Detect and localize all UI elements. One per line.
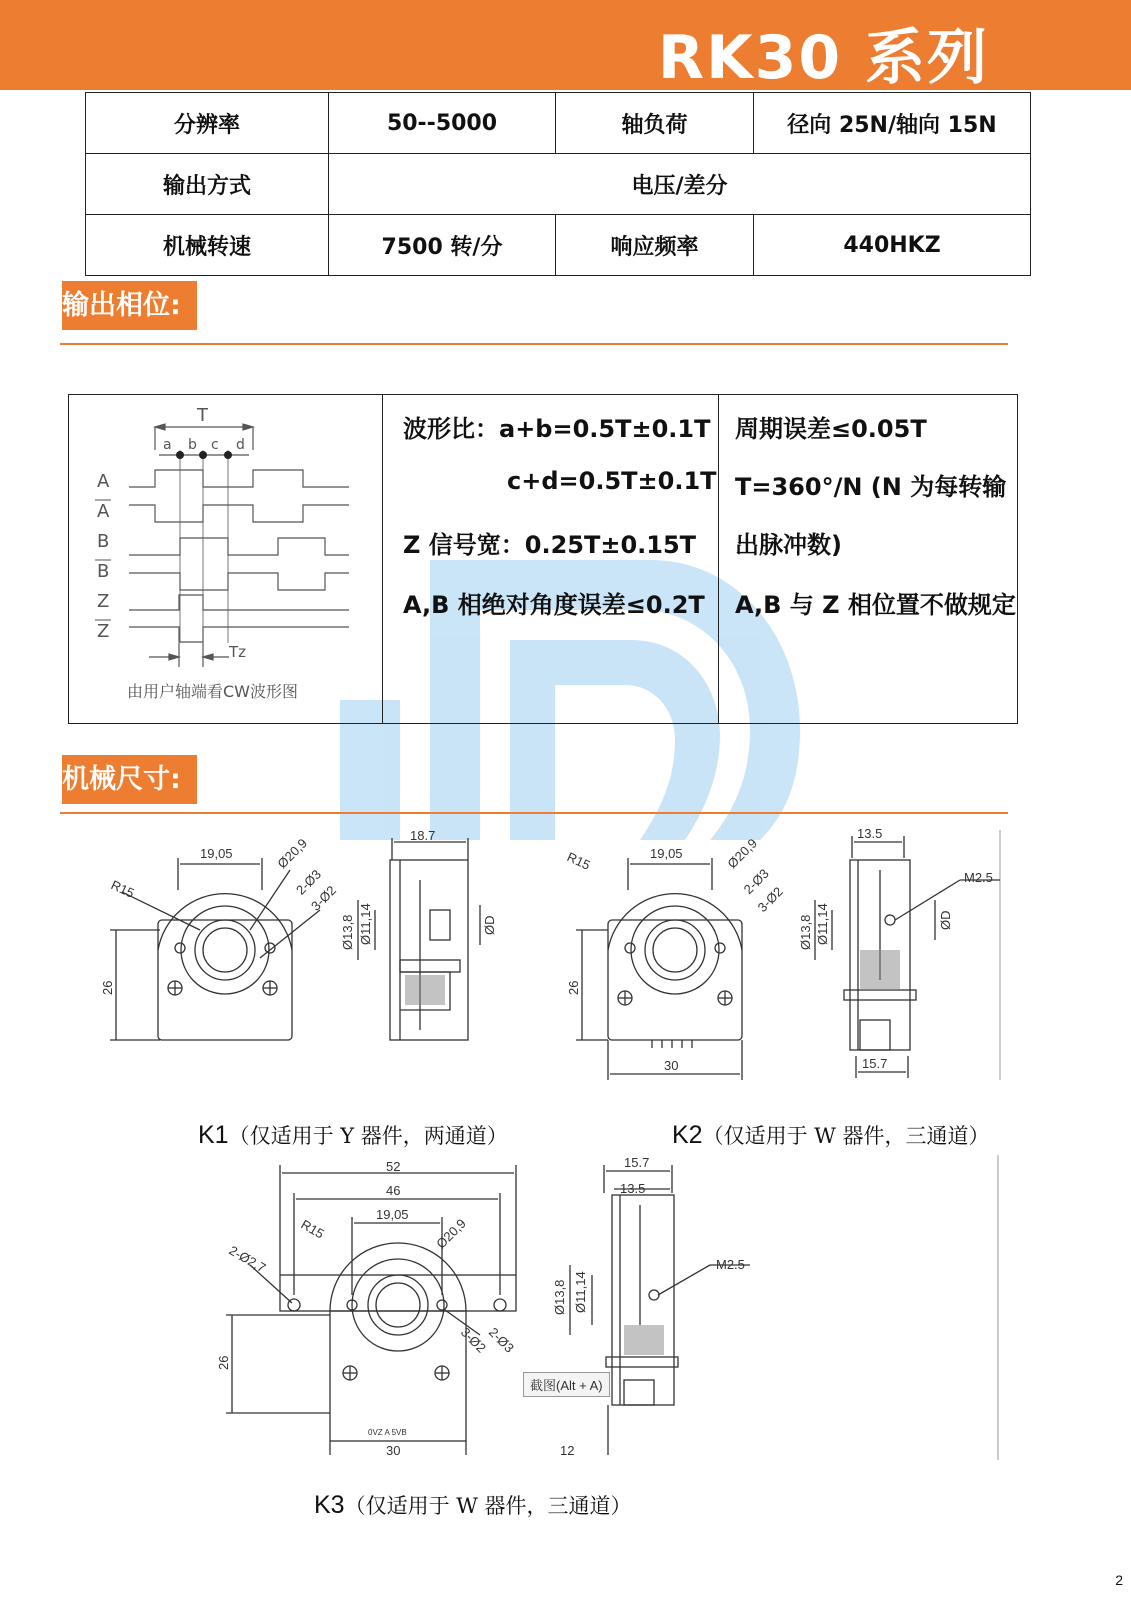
caption-k3 <box>314 1490 632 1520</box>
phase-spec-period-error: 周期误差≤0.05T <box>735 415 927 443</box>
dim-label: 3-Ø2 <box>754 883 786 915</box>
table-cell: 50--5000 <box>329 93 556 154</box>
dim-label: 19,05 <box>650 846 683 861</box>
waveform-label-d: d <box>236 437 245 453</box>
dim-label: 2-Ø3 <box>485 1324 517 1356</box>
dim-label: R15 <box>298 1216 327 1242</box>
column-divider <box>718 395 719 723</box>
dim-label: 2-Ø2,7 <box>226 1242 269 1276</box>
dim-label: R15 <box>564 849 593 873</box>
dim-label: Ø13,8 <box>340 914 355 950</box>
table-cell: 输出方式 <box>86 154 329 215</box>
dim-label: Ø20,9 <box>433 1215 469 1252</box>
dim-label: 13.5 <box>620 1181 646 1196</box>
table-cell: 电压/差分 <box>329 154 1031 215</box>
section-tag-mech: 机械尺寸: <box>62 755 197 804</box>
table-cell: 440HKZ <box>754 215 1031 276</box>
waveform-diagram <box>89 405 369 705</box>
table-cell: 机械转速 <box>86 215 329 276</box>
dim-label: Ø11,14 <box>573 1271 588 1313</box>
phase-spec-t-def-2: 出脉冲数) <box>735 531 842 559</box>
waveform-label-b: b <box>188 437 197 453</box>
phase-spec-z-width: Z 信号宽：0.25T±0.15T <box>403 531 697 559</box>
signal-label-Z-bar: Z <box>97 621 110 642</box>
phase-spec-ab-z: A,B 与 Z 相位置不做规定 <box>735 591 1016 619</box>
dim-label: Ø20,9 <box>274 835 311 872</box>
dim-label: 18.7 <box>410 828 436 843</box>
dim-label: 30 <box>664 1058 679 1073</box>
dim-label: 3-Ø2 <box>307 882 340 914</box>
caption-k2 <box>672 1120 990 1150</box>
dim-label: Ø20,9 <box>724 835 761 872</box>
waveform-label-c: c <box>211 437 219 453</box>
dim-label: Ø13,8 <box>552 1279 567 1315</box>
phase-spec-t-def: T=360°/N (N 为每转输 <box>735 473 1007 501</box>
dim-label: 26 <box>216 1355 231 1370</box>
table-cell: 7500 转/分 <box>329 215 556 276</box>
caption-text: （仅适用于 Y 器件，两通道） <box>228 1124 508 1148</box>
table-row <box>86 215 1031 276</box>
column-divider <box>382 395 383 723</box>
caption-code: K1 <box>198 1121 229 1149</box>
dim-label: 3-Ø2 <box>457 1324 489 1356</box>
dim-label: ØD <box>482 915 497 935</box>
dim-label: 19,05 <box>376 1207 409 1222</box>
caption-k1 <box>198 1120 508 1150</box>
signal-label-Z: Z <box>97 591 110 612</box>
phase-spec-ab-error: A,B 相绝对角度误差≤0.2T <box>403 591 705 619</box>
dim-label: Ø11,14 <box>358 903 373 945</box>
dim-label: 2-Ø3 <box>740 865 772 897</box>
dim-label: ØD <box>938 910 953 930</box>
signal-label-A: A <box>97 471 110 492</box>
dim-label: 15.7 <box>624 1155 650 1170</box>
page-title: RK30 系列 <box>657 23 989 93</box>
connector-pin-label: 0VZ A 5VB <box>368 1428 407 1437</box>
page-number: 2 <box>1115 1572 1123 1588</box>
dim-label: 46 <box>386 1183 401 1198</box>
caption-code: K3 <box>314 1491 345 1519</box>
dim-label: 19,05 <box>200 846 233 861</box>
signal-label-B: B <box>97 531 110 552</box>
table-cell: 径向 25N/轴向 15N <box>754 93 1031 154</box>
phase-spec-box <box>68 394 1018 724</box>
dim-label: Ø13,8 <box>798 914 813 950</box>
screenshot-tooltip: 截图(Alt + A) <box>523 1372 610 1397</box>
k2-drawing <box>560 826 1020 1090</box>
signal-label-A-bar: A <box>97 501 110 522</box>
k1-drawing <box>100 830 520 1070</box>
table-cell: 分辨率 <box>86 93 329 154</box>
dim-label: 30 <box>386 1443 401 1458</box>
waveform-label-T: T <box>197 405 208 426</box>
section-rule <box>60 343 1008 345</box>
dim-label: R15 <box>108 877 137 901</box>
signal-label-B-bar: B <box>97 561 110 582</box>
table-row <box>86 154 1031 215</box>
spec-table <box>85 92 1031 276</box>
section-tag-phase: 输出相位: <box>62 281 197 330</box>
dim-label: 26 <box>566 980 581 995</box>
dim-label: Ø11,14 <box>815 903 830 945</box>
dim-label: 13.5 <box>857 826 883 841</box>
waveform-label-tz: Tz <box>229 643 247 661</box>
waveform-caption: 由用户轴端看CW波形图 <box>127 682 298 701</box>
phase-spec-wave-ratio-2: c+d=0.5T±0.1T <box>507 467 717 495</box>
table-cell: 响应频率 <box>556 215 754 276</box>
phase-spec-wave-ratio: 波形比：a+b=0.5T±0.1T <box>403 415 711 443</box>
section-rule <box>60 812 1008 814</box>
k3-drawing <box>216 1155 1020 1485</box>
table-cell: 轴负荷 <box>556 93 754 154</box>
dim-label: 52 <box>386 1159 401 1174</box>
waveform-label-a: a <box>163 437 172 453</box>
dim-label: 26 <box>100 980 115 995</box>
dim-label: M2.5 <box>716 1257 745 1272</box>
dim-label: 2-Ø3 <box>292 866 325 898</box>
caption-code: K2 <box>672 1121 703 1149</box>
dim-label: 12 <box>560 1443 575 1458</box>
dim-label: M2.5 <box>964 870 993 885</box>
dim-label: 15.7 <box>862 1056 888 1071</box>
header-bar <box>0 0 1131 93</box>
caption-text: （仅适用于 W 器件，三通道） <box>702 1124 990 1148</box>
caption-text: （仅适用于 W 器件，三通道） <box>344 1494 632 1518</box>
table-row <box>86 93 1031 154</box>
